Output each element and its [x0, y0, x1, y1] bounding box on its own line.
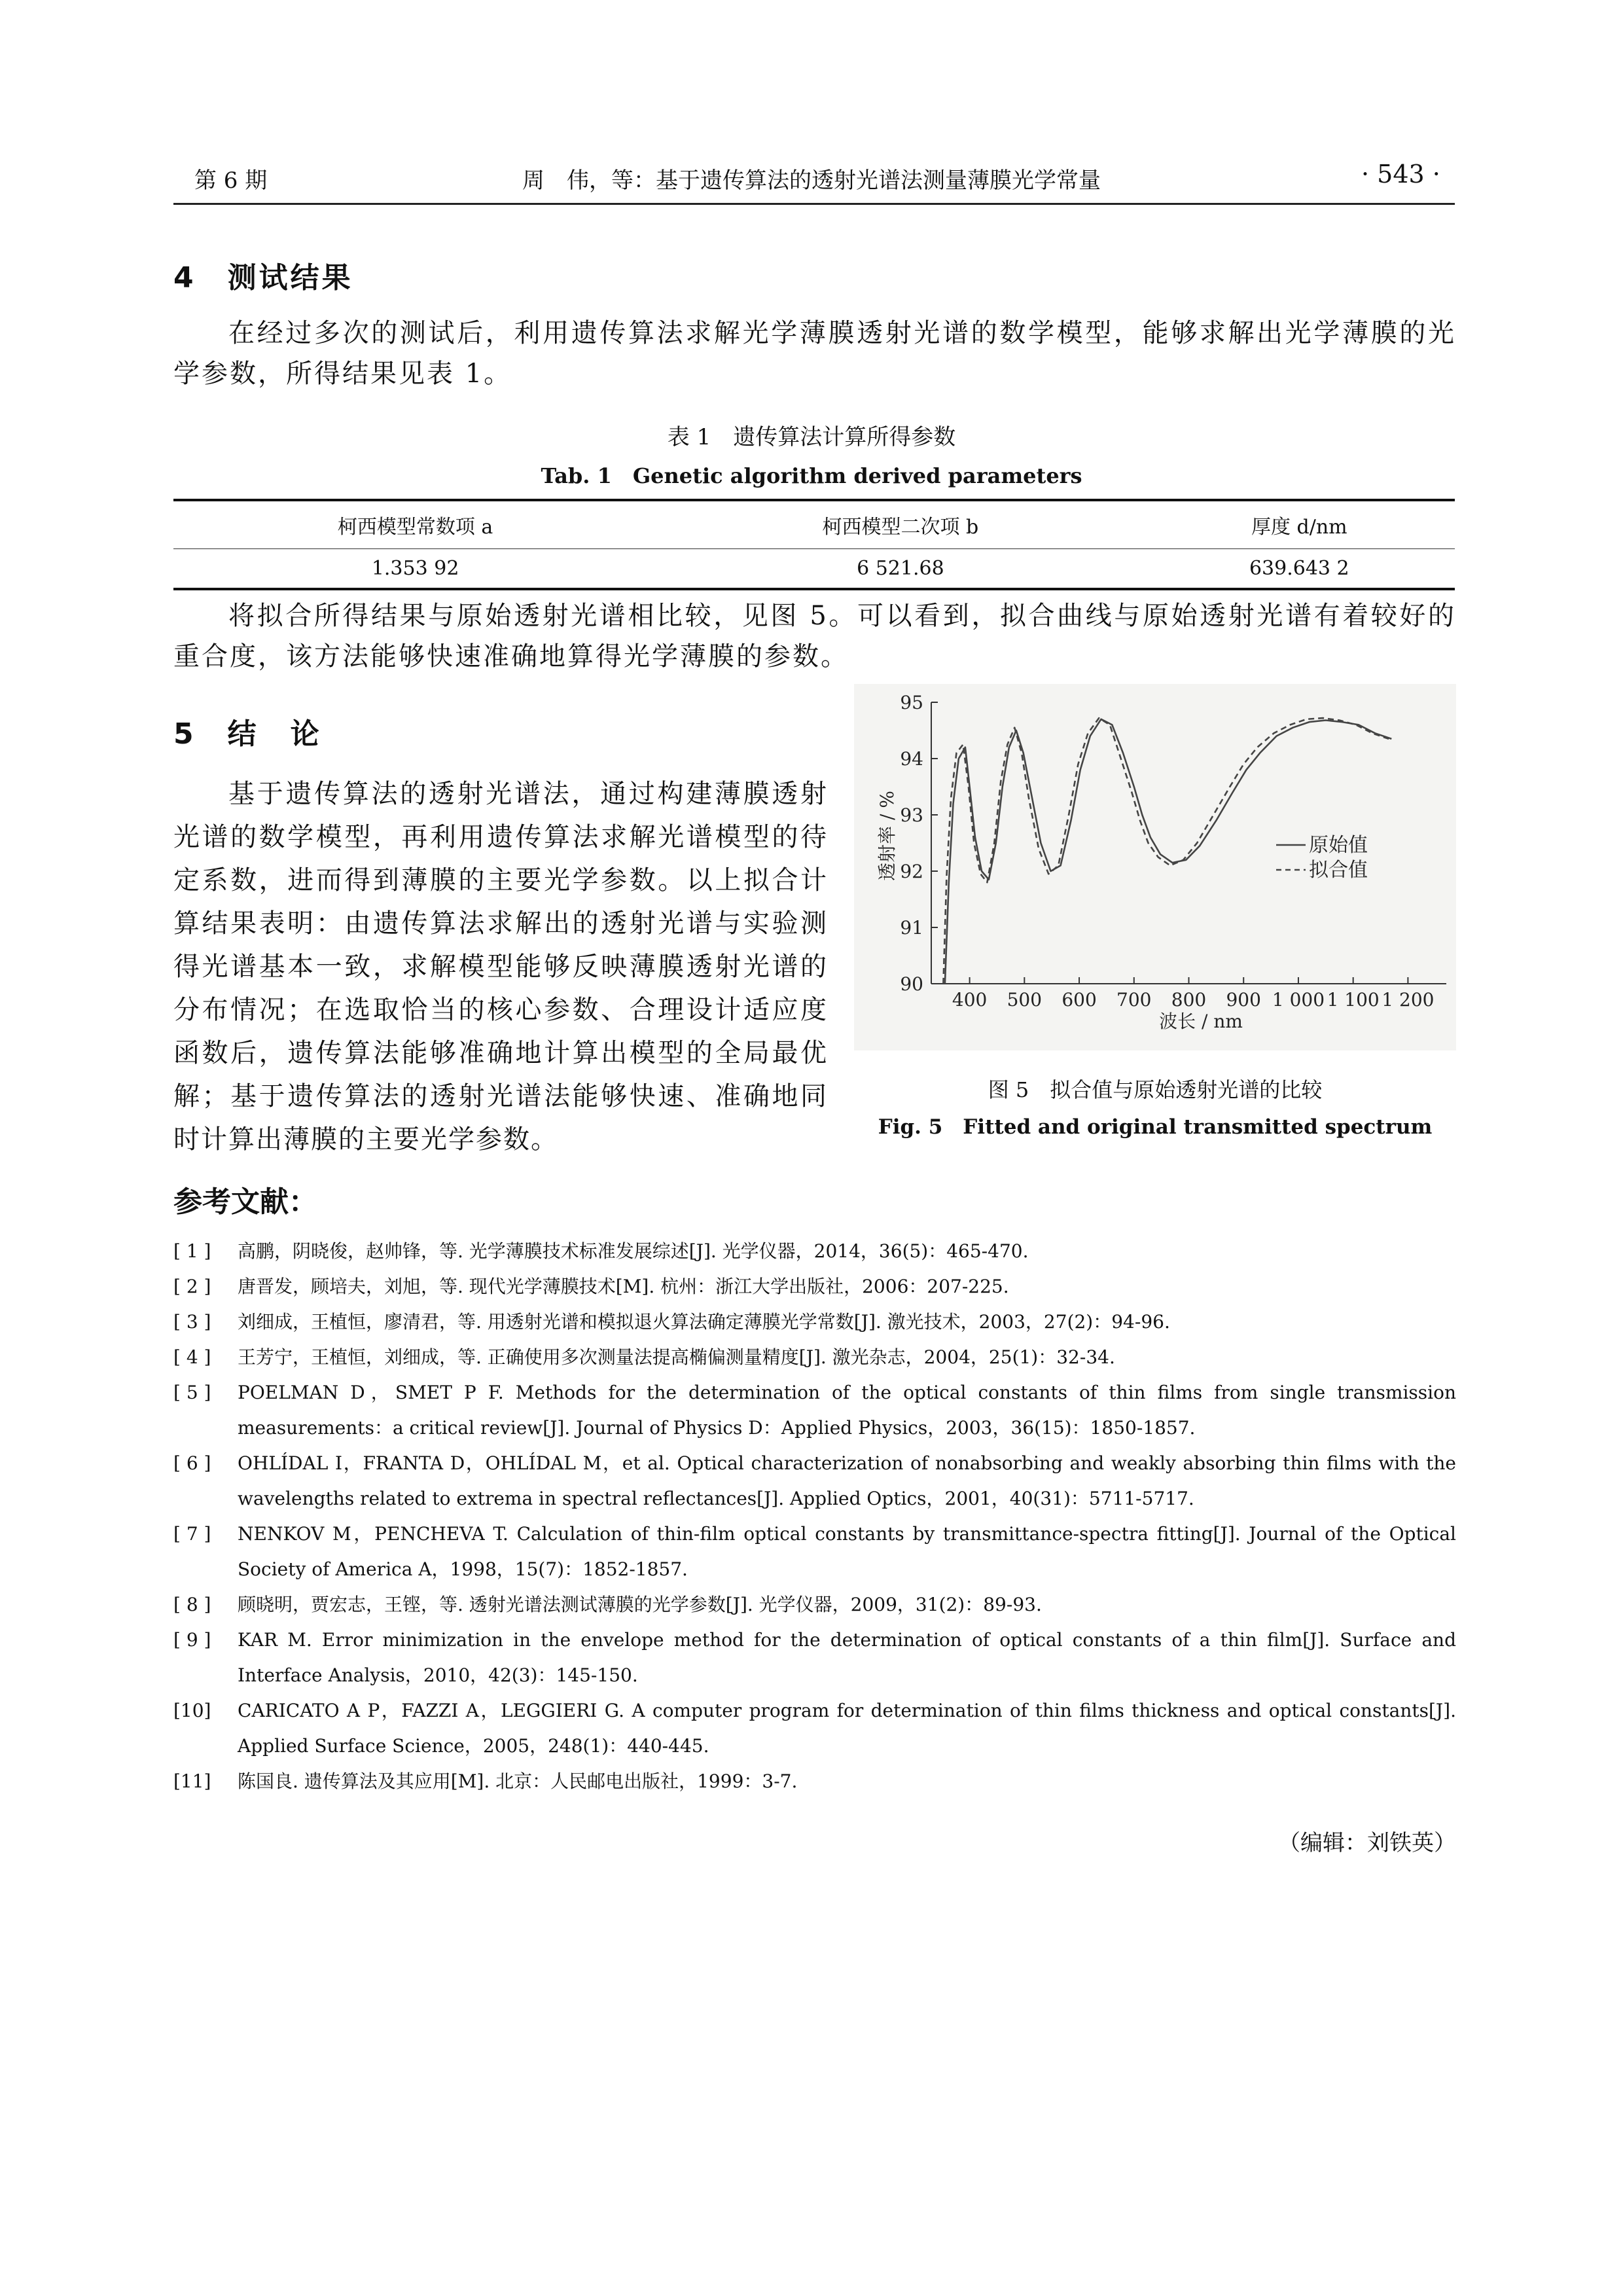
reference-text: 陈国良. 遗传算法及其应用[M]. 北京：人民邮电出版社，1999：3-7. — [238, 1770, 798, 1792]
table-header-cell: 柯西模型常数项 a — [173, 500, 657, 549]
header-rule — [173, 203, 1455, 205]
running-header-issue: 第 6 期 — [194, 168, 268, 194]
x-tick-label: 400 — [952, 989, 988, 1011]
x-tick-label: 500 — [1007, 989, 1043, 1011]
reference-text: 高鹏，阴晓俊，赵帅锋，等. 光学薄膜技术标准发展综述[J]. 光学仪器，2014，36(5)：465-470. — [238, 1240, 1029, 1262]
page-number: · 543 · — [1361, 160, 1440, 188]
table-cell: 6 521.68 — [657, 549, 1143, 590]
x-tick-label: 1 100 — [1327, 989, 1380, 1011]
table-caption-cn: 表 1 遗传算法计算所得参数 — [667, 424, 956, 450]
y-tick-label: 94 — [900, 748, 923, 770]
y-tick-label: 93 — [900, 804, 923, 826]
reference-number: [ 9 ] — [173, 1629, 211, 1651]
reference-item — [173, 1446, 1456, 1516]
reference-list — [173, 1234, 1456, 1799]
table-header-cell: 柯西模型二次项 b — [657, 500, 1143, 549]
reference-item — [173, 1234, 1456, 1269]
reference-item — [173, 1623, 1456, 1693]
table-caption-en: Tab. 1 Genetic algorithm derived parameters — [541, 463, 1082, 488]
reference-text: 王芳宁，王植恒，刘细成，等. 正确使用多次测量法提高椭偏测量精度[J]. 激光杂志，2004，25(1)：32-34. — [238, 1346, 1115, 1368]
reference-text: 顾晓明，贾宏志，王铿，等. 透射光谱法测试薄膜的光学参数[J]. 光学仪器，2009，31(2)：89-93. — [238, 1594, 1042, 1615]
reference-text: 唐晋发，顾培夫，刘旭，等. 现代光学薄膜技术[M]. 杭州：浙江大学出版社，2006：207-225. — [238, 1276, 1009, 1297]
x-tick-label: 700 — [1116, 989, 1152, 1011]
references-heading: 参考文献： — [173, 1185, 317, 1219]
reference-number: [ 1 ] — [173, 1240, 211, 1262]
reference-text: 刘细成，王植恒，廖清君，等. 用透射光谱和模拟退火算法确定薄膜光学常数[J]. 激光技术，2003，27(2)：94-96. — [238, 1311, 1170, 1333]
editor-note: （编辑：刘铁英） — [1278, 1830, 1456, 1856]
figure-5-chart — [854, 684, 1456, 1050]
reference-item — [173, 1375, 1456, 1446]
y-tick-label: 95 — [900, 692, 923, 713]
table-cell: 1.353 92 — [173, 549, 657, 590]
y-tick-label: 92 — [900, 861, 923, 882]
reference-number: [ 3 ] — [173, 1311, 211, 1333]
reference-item — [173, 1269, 1456, 1304]
section-heading-conclusion: 5 结 论 — [173, 717, 322, 751]
reference-text: CARICATO A P，FAZZI A，LEGGIERI G. A computer program for determination of thin films thickness and optical constants[J]. Applied Surface Science，2005，248(1)：440-445. — [238, 1700, 1456, 1757]
y-axis-label: 透射率 / % — [876, 791, 898, 881]
x-tick-label: 800 — [1171, 989, 1207, 1011]
reference-number: [11] — [173, 1770, 211, 1792]
reference-number: [ 5 ] — [173, 1382, 211, 1403]
reference-item — [173, 1764, 1456, 1799]
x-tick-label: 1 000 — [1272, 989, 1325, 1011]
paragraph-results-intro: 在经过多次的测试后，利用遗传算法求解光学薄膜透射光谱的数学模型，能够求解出光学薄膜的光学参数，所得结果见表 1。 — [173, 318, 1456, 389]
table-header-cell: 厚度 d/nm — [1144, 500, 1455, 549]
table-row — [173, 549, 1455, 590]
reference-number: [ 6 ] — [173, 1452, 211, 1474]
reference-item — [173, 1340, 1456, 1375]
reference-item — [173, 1304, 1456, 1340]
legend-label-fitted: 拟合值 — [1309, 859, 1368, 882]
reference-number: [ 8 ] — [173, 1594, 211, 1615]
reference-number: [ 2 ] — [173, 1276, 211, 1297]
paragraph-comparison: 将拟合所得结果与原始透射光谱相比较，见图 5。可以看到，拟合曲线与原始透射光谱有着较好的重合度，该方法能够快速准确地算得光学薄膜的参数。 — [173, 601, 1456, 672]
reference-number: [10] — [173, 1700, 211, 1721]
reference-number: [ 4 ] — [173, 1346, 211, 1368]
reference-text: POELMAN D，SMET P F. Methods for the determination of the optical constants of thin films from single transmission measurements：a critical review[J]. Journal of Physics D：Applied Physics，2003，36(15)：1850-1857. — [238, 1382, 1456, 1439]
y-tick-label: 91 — [900, 917, 923, 939]
table-cell: 639.643 2 — [1144, 549, 1455, 590]
legend-label-original: 原始值 — [1309, 834, 1368, 857]
reference-item — [173, 1587, 1456, 1623]
x-tick-label: 900 — [1226, 989, 1261, 1011]
paragraph-conclusion: 基于遗传算法的透射光谱法，通过构建薄膜透射光谱的数学模型，再利用遗传算法求解光谱模型的待定系数，进而得到薄膜的主要光学参数。以上拟合计算结果表明：由遗传算法求解出的透射光谱与实验测得光谱基本一致，求解模型能够反映薄膜透射光谱的分布情况；在选取恰当的核心参数、合理设计适应度函数后，遗传算法能够准确地计算出模型的全局最优解；基于遗传算法的透射光谱法能够快速、准确地同时计算出薄膜的主要光学参数。 — [173, 779, 828, 1155]
section-heading-results: 4 测试结果 — [173, 261, 353, 295]
x-axis-label: 波长 / nm — [1159, 1011, 1243, 1032]
x-tick-label: 600 — [1061, 989, 1097, 1011]
reference-text: NENKOV M，PENCHEVA T. Calculation of thin-film optical constants by transmittance-spectra fitting[J]. Journal of the Optical Society of America A，1998，15(7)：1852-1857. — [238, 1523, 1456, 1580]
reference-text: OHLÍDAL I，FRANTA D，OHLÍDAL M，et al. Optical characterization of nonabsorbing and weakly absorbing thin films with the wavelengths related to extrema in spectral reflectances[J]. Applied Optics，2001，40(31)：5711-5717. — [238, 1452, 1456, 1509]
figure-caption-en: Fig. 5 Fitted and original transmitted spectrum — [878, 1115, 1433, 1139]
transmission-spectrum-chart — [854, 684, 1456, 1050]
reference-item — [173, 1516, 1456, 1587]
figure-caption-cn: 图 5 拟合值与原始透射光谱的比较 — [988, 1077, 1323, 1102]
y-tick-label: 90 — [900, 973, 923, 995]
x-tick-label: 1 200 — [1382, 989, 1435, 1011]
reference-text: KAR M. Error minimization in the envelope method for the determination of optical constants of a thin film[J]. Surface and Interface Analysis，2010，42(3)：145-150. — [238, 1629, 1456, 1686]
running-header-title: 周 伟，等：基于遗传算法的透射光谱法测量薄膜光学常量 — [522, 168, 1101, 194]
reference-item — [173, 1693, 1456, 1764]
reference-number: [ 7 ] — [173, 1523, 211, 1545]
table-header-row — [173, 500, 1455, 549]
parameters-table — [173, 499, 1455, 590]
